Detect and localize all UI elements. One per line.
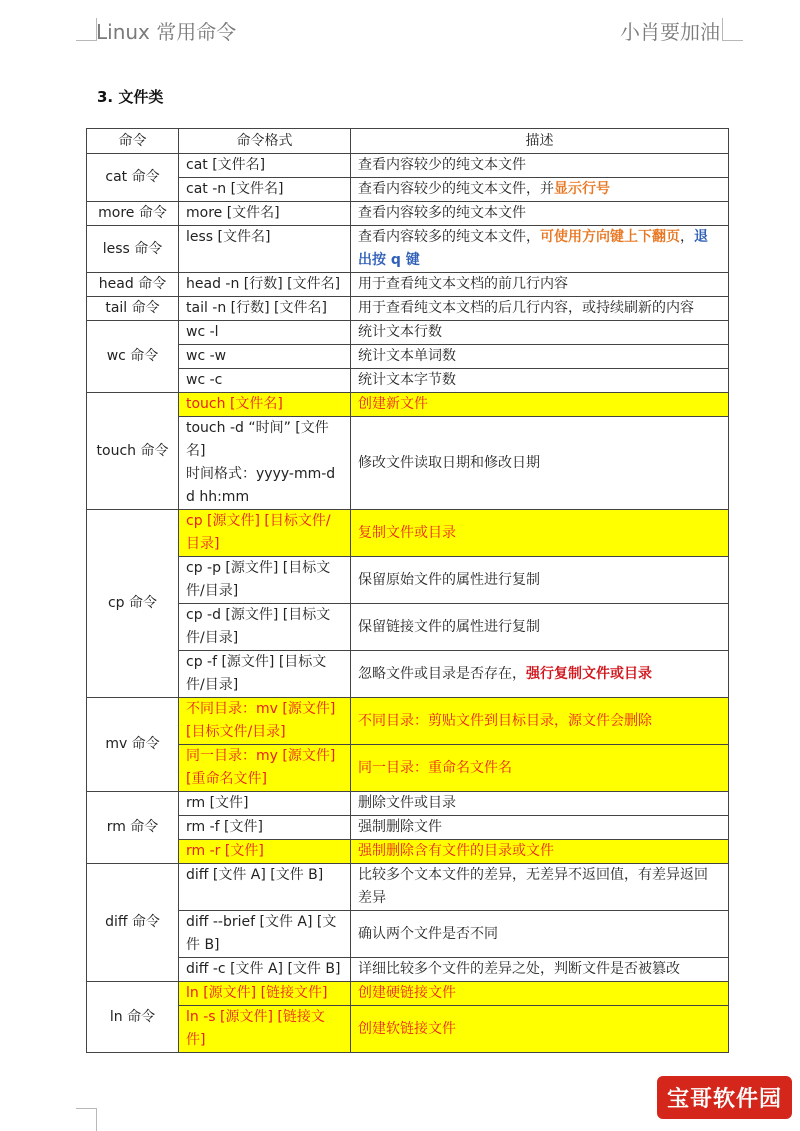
description-highlight: 显示行号	[554, 181, 610, 197]
table-row	[87, 202, 729, 226]
format-line: touch -d “时间” [文件名]	[186, 420, 329, 459]
table-row	[87, 816, 729, 840]
table-row	[87, 864, 729, 911]
command-description: 用于查看纯文本文档的前几行内容	[351, 273, 729, 297]
description-separator: ，	[680, 229, 694, 245]
description-text: 查看内容较多的纯文本文件，	[358, 229, 540, 245]
command-format: cat -n [文件名]	[179, 178, 351, 202]
command-format: wc -l	[179, 321, 351, 345]
command-name-diff: diff 命令	[87, 864, 179, 982]
command-description: 保留原始文件的属性进行复制	[351, 557, 729, 604]
command-name-wc: wc 命令	[87, 321, 179, 393]
command-format: 同一目录：my [源文件] [重命名文件]	[179, 745, 351, 792]
column-header-command: 命令	[87, 129, 179, 154]
table-row	[87, 510, 729, 557]
table-row	[87, 745, 729, 792]
command-format: cat [文件名]	[179, 154, 351, 178]
command-format: cp [源文件] [目标文件/目录]	[179, 510, 351, 557]
table-row	[87, 345, 729, 369]
command-description: 用于查看纯文本文档的后几行内容，或持续刷新的内容	[351, 297, 729, 321]
site-watermark: 宝哥软件园	[657, 1076, 792, 1119]
format-note: 时间格式：yyyy-mm-dd hh:mm	[186, 466, 336, 505]
command-description: 创建新文件	[351, 393, 729, 417]
command-name-touch: touch 命令	[87, 393, 179, 510]
table-row	[87, 393, 729, 417]
command-description: 比较多个文本文件的差异，无差异不返回值，有差异返回差异	[351, 864, 729, 911]
command-format: ln -s [源文件] [链接文件]	[179, 1006, 351, 1053]
command-format: touch [文件名]	[179, 393, 351, 417]
table-row	[87, 154, 729, 178]
command-format: more [文件名]	[179, 202, 351, 226]
command-format: 不同目录：mv [源文件] [目标文件/目录]	[179, 698, 351, 745]
command-description: 删除文件或目录	[351, 792, 729, 816]
command-name-tail: tail 命令	[87, 297, 179, 321]
command-description: 强制删除含有文件的目录或文件	[351, 840, 729, 864]
command-format: wc -c	[179, 369, 351, 393]
table-header-row	[87, 129, 729, 154]
table-row	[87, 369, 729, 393]
command-format: rm [文件]	[179, 792, 351, 816]
command-description: 统计文本单词数	[351, 345, 729, 369]
command-description: 确认两个文件是否不同	[351, 911, 729, 958]
table-row	[87, 651, 729, 698]
command-description: 创建硬链接文件	[351, 982, 729, 1006]
command-name-cat: cat 命令	[87, 154, 179, 202]
description-highlight: 强行复制文件或目录	[526, 665, 652, 682]
command-format: cp -f [源文件] [目标文件/目录]	[179, 651, 351, 698]
command-name-head: head 命令	[87, 273, 179, 297]
description-text: 查看内容较少的纯文本文件，并	[358, 181, 554, 197]
table-row	[87, 226, 729, 273]
command-format: less [文件名]	[179, 226, 351, 273]
table-row	[87, 792, 729, 816]
description-highlight: 可使用方向键上下翻页	[540, 229, 680, 245]
table-row	[87, 911, 729, 958]
command-description: 复制文件或目录	[351, 510, 729, 557]
command-format: head -n [行数] [文件名]	[179, 273, 351, 297]
table-row	[87, 178, 729, 202]
command-format: cp -d [源文件] [目标文件/目录]	[179, 604, 351, 651]
command-table	[86, 128, 729, 1053]
command-description: 同一目录：重命名文件名	[351, 745, 729, 792]
command-description	[351, 178, 729, 202]
table-row	[87, 297, 729, 321]
command-format: rm -f [文件]	[179, 816, 351, 840]
table-row	[87, 604, 729, 651]
table-row	[87, 982, 729, 1006]
command-format: cp -p [源文件] [目标文件/目录]	[179, 557, 351, 604]
command-description: 统计文本行数	[351, 321, 729, 345]
description-text: 忽略文件或目录是否存在，	[358, 665, 526, 682]
column-header-format: 命令格式	[179, 129, 351, 154]
command-format: diff --brief [文件 A] [文件 B]	[179, 911, 351, 958]
command-description: 修改文件读取日期和修改日期	[351, 417, 729, 510]
header-title: Linux 常用命令	[96, 20, 237, 44]
crop-mark-top-right	[722, 18, 743, 41]
command-description	[351, 226, 729, 273]
command-description: 不同目录：剪贴文件到目标目录，源文件会删除	[351, 698, 729, 745]
crop-mark-top-left	[76, 18, 97, 41]
command-name-less: less 命令	[87, 226, 179, 273]
table-row	[87, 840, 729, 864]
description-highlight-blue: 退出按 q 键	[358, 229, 708, 268]
command-name-cp: cp 命令	[87, 510, 179, 698]
table-row	[87, 273, 729, 297]
table-row	[87, 417, 729, 510]
command-name-ln: ln 命令	[87, 982, 179, 1053]
table-row	[87, 557, 729, 604]
command-name-mv: mv 命令	[87, 698, 179, 792]
command-format: wc -w	[179, 345, 351, 369]
command-name-more: more 命令	[87, 202, 179, 226]
crop-mark-bottom-left	[76, 1108, 97, 1131]
command-format: diff [文件 A] [文件 B]	[179, 864, 351, 911]
command-format: tail -n [行数] [文件名]	[179, 297, 351, 321]
command-format	[179, 417, 351, 510]
table-row	[87, 1006, 729, 1053]
column-header-description: 描述	[351, 129, 729, 154]
header-author: 小肖要加油	[620, 20, 720, 44]
command-description: 保留链接文件的属性进行复制	[351, 604, 729, 651]
table-row	[87, 958, 729, 982]
section-title: 3. 文件类	[97, 88, 164, 106]
command-format: diff -c [文件 A] [文件 B]	[179, 958, 351, 982]
table-row	[87, 698, 729, 745]
command-format: ln [源文件] [链接文件]	[179, 982, 351, 1006]
command-description: 查看内容较多的纯文本文件	[351, 202, 729, 226]
command-description: 详细比较多个文件的差异之处，判断文件是否被篡改	[351, 958, 729, 982]
command-description: 查看内容较少的纯文本文件	[351, 154, 729, 178]
command-format: rm -r [文件]	[179, 840, 351, 864]
command-description: 统计文本字节数	[351, 369, 729, 393]
table-row	[87, 321, 729, 345]
command-name-rm: rm 命令	[87, 792, 179, 864]
command-description	[351, 651, 729, 698]
command-description: 创建软链接文件	[351, 1006, 729, 1053]
command-description: 强制删除文件	[351, 816, 729, 840]
